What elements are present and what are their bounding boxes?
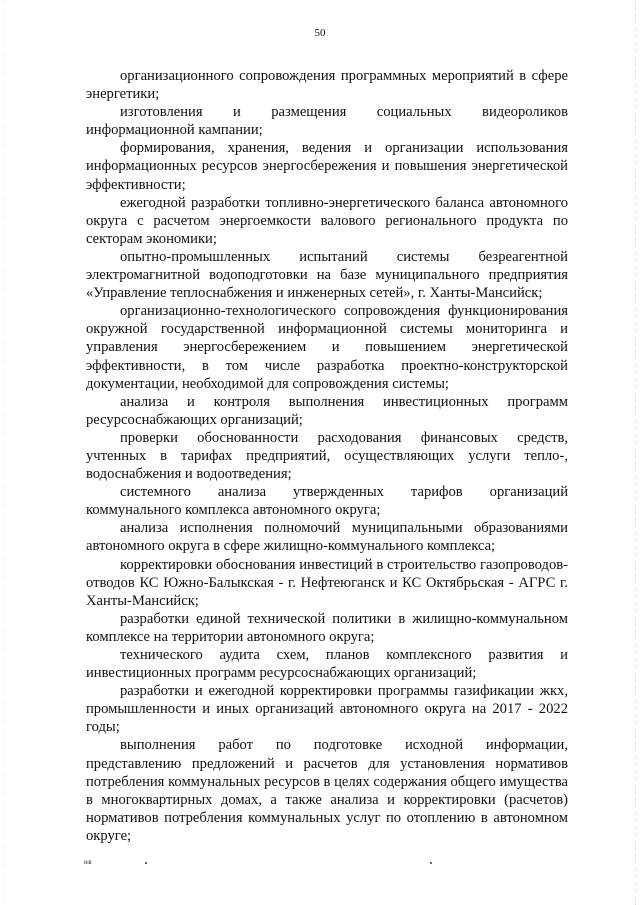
list-item: корректировки обоснования инвестиций в строительство газопроводов-отводов КС Южно-Балыкская - г. Нефтеюганск и КС Октябрьская - АГРС г. Ханты-Мансийск;: [86, 556, 568, 609]
list-item: проверки обоснованности расходования финансовых средств, учтенных в тарифах предприятий, осуществляющих услуги тепло-, водоснабжения и водоотведения;: [86, 429, 568, 483]
footer-initials: нв: [84, 858, 93, 866]
list-item: формирования, хранения, ведения и организации использования информационных ресурсов энергосбережения и повышения энергетической эффективности;: [86, 140, 568, 193]
list-item: разработки и ежегодной корректировки программы газификации жкх, промышленности и иных организаций автономного округа на 2017 - 2022 годы;: [86, 683, 568, 736]
list-item: опытно-промышленных испытаний системы безреагентной электромагнитной водоподготовки на базе муниципального предприятия «Управление теплоснабжения и инженерных сетей», г. Ханты-Мансийск;: [86, 248, 568, 302]
list-item: ежегодной разработки топливно-энергетического баланса автономного округа с расчетом энергоемкости валового регионального продукта по секторам экономики;: [86, 194, 568, 247]
list-item: анализа исполнения полномочий муниципальными образованиями автономного округа в сфере жилищно-коммунального комплекса;: [86, 520, 568, 555]
list-item: технического аудита схем, планов комплексного развития и инвестиционных программ ресурсоснабжающих организаций;: [86, 647, 568, 682]
list-item: системного анализа утвержденных тарифов организаций коммунального комплекса автономного округа;: [86, 484, 568, 519]
scan-dot: [430, 862, 432, 864]
list-item: анализа и контроля выполнения инвестиционных программ ресурсоснабжающих организаций;: [86, 393, 568, 428]
list-item: организационно-технологического сопровождения функционирования окружной государственной информационной системы мониторинга и управления энергосбережением и повышением энергетической эффективности, в том числе разработка проектно-конструкторской документации, необходимой для сопровождения системы;: [86, 303, 568, 392]
scan-dot: [145, 862, 147, 864]
page-number: 50: [314, 27, 326, 39]
list-item: организационного сопровождения программных мероприятий в сфере энергетики;: [86, 68, 568, 103]
list-item: выполнения работ по подготовке исходной информации, представлению предложений и расчетов для установления нормативов потребления коммунальных ресурсов в целях содержания общего имущества в многоквартирных домах, а также анализа и корректировки (расчетов) нормативов потребления коммунальных услуг по отоплению в автономном округе;: [86, 737, 568, 844]
list-item: изготовления и размещения социальных видеороликов информационной кампании;: [86, 104, 568, 139]
list-item: разработки единой технической политики в жилищно-коммунальном комплексе на территории автономного округа;: [86, 610, 568, 645]
document-body: [86, 67, 568, 845]
scan-edge-left: [3, 0, 4, 905]
scan-edge-right: [635, 0, 636, 905]
